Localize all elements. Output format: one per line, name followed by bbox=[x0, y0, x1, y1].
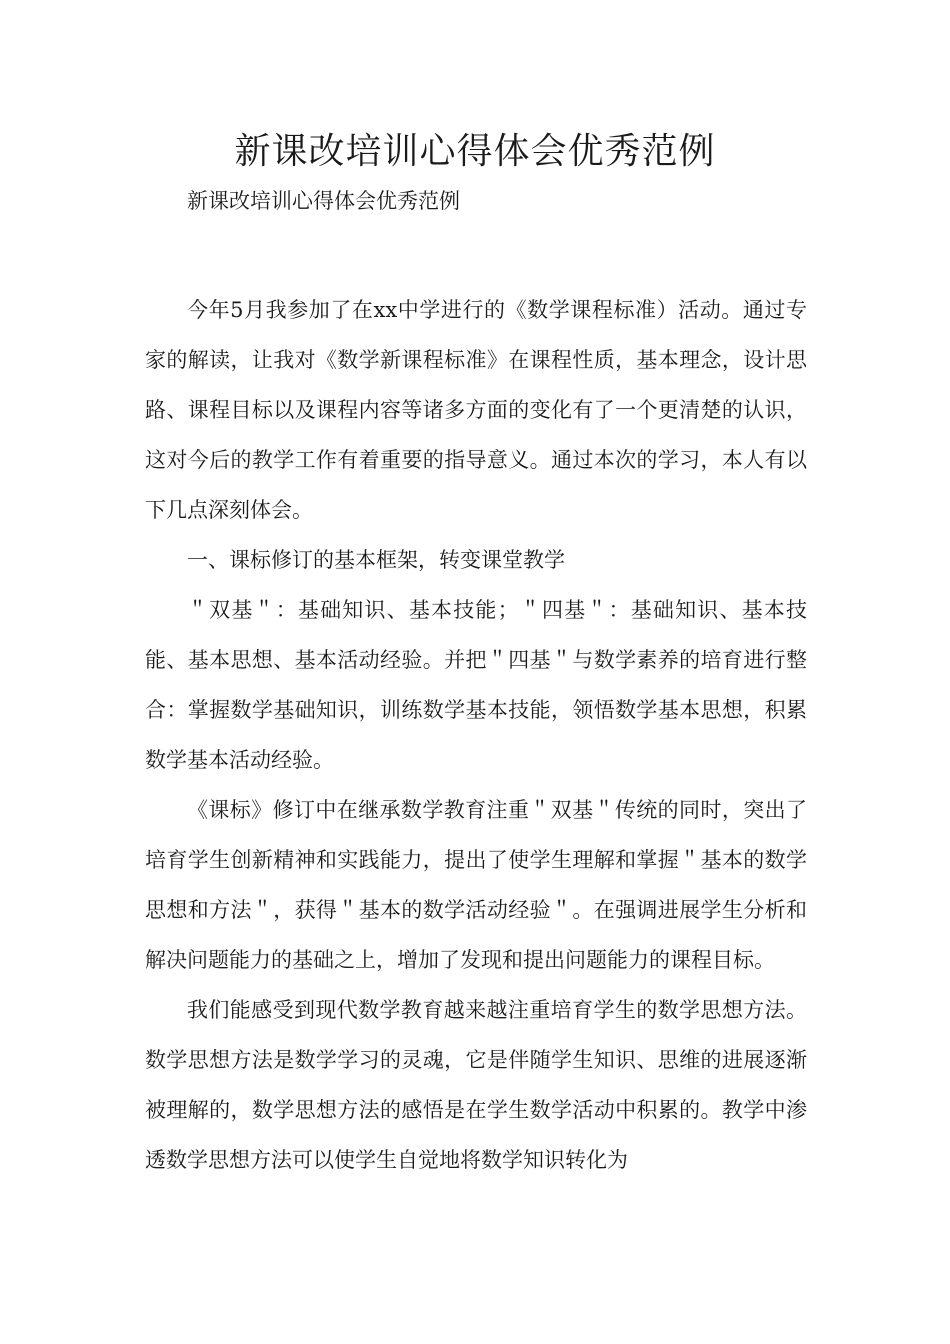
document-title: 新课改培训心得体会优秀范例 bbox=[234, 131, 716, 172]
paragraph-sixiang-fangfa: 我们能感受到现代数学教育越来越注重培育学生的数学思想方法。数学思想方法是数学学习的灵魂，它是伴随学生知识、思维的进展逐渐被理解的，数学思想方法的感悟是在学生数学活动中积累的。教学中渗透数学思想方法可以使学生自觉地将数学知识转化为 bbox=[145, 998, 807, 1172]
paragraph-intro: 今年5月我参加了在xx中学进行的《数学课程标准）活动。通过专家的解读，让我对《数学新课程标准》在课程性质，基本理念，设计思路、课程目标以及课程内容等诸多方面的变化有了一个更清楚的认识，这对今后的教学工作有着重要的指导意义。通过本次的学习，本人有以下几点深刻体会。 bbox=[145, 298, 807, 522]
section-heading-1: 一、课标修订的基本框架，转变课堂教学 bbox=[187, 548, 565, 572]
paragraph-kebiao: 《课标》修订中在继承数学教育注重＂双基＂传统的同时，突出了培育学生创新精神和实践能力，提出了使学生理解和掌握＂基本的数学思想和方法＂，获得＂基本的数学活动经验＂。在强调进展学生分析和解决问题能力的基础之上，增加了发现和提出问题能力的课程目标。 bbox=[145, 798, 807, 972]
document-body bbox=[145, 285, 807, 1185]
document-subtitle: 新课改培训心得体会优秀范例 bbox=[187, 189, 460, 213]
paragraph-shuangji: ＂双基＂：基础知识、基本技能；＂四基＂：基础知识、基本技能、基本思想、基本活动经验。并把＂四基＂与数学素养的培育进行整合：掌握数学基础知识，训练数学基本技能，领悟数学基本思想，积累数学基本活动经验。 bbox=[145, 598, 807, 772]
